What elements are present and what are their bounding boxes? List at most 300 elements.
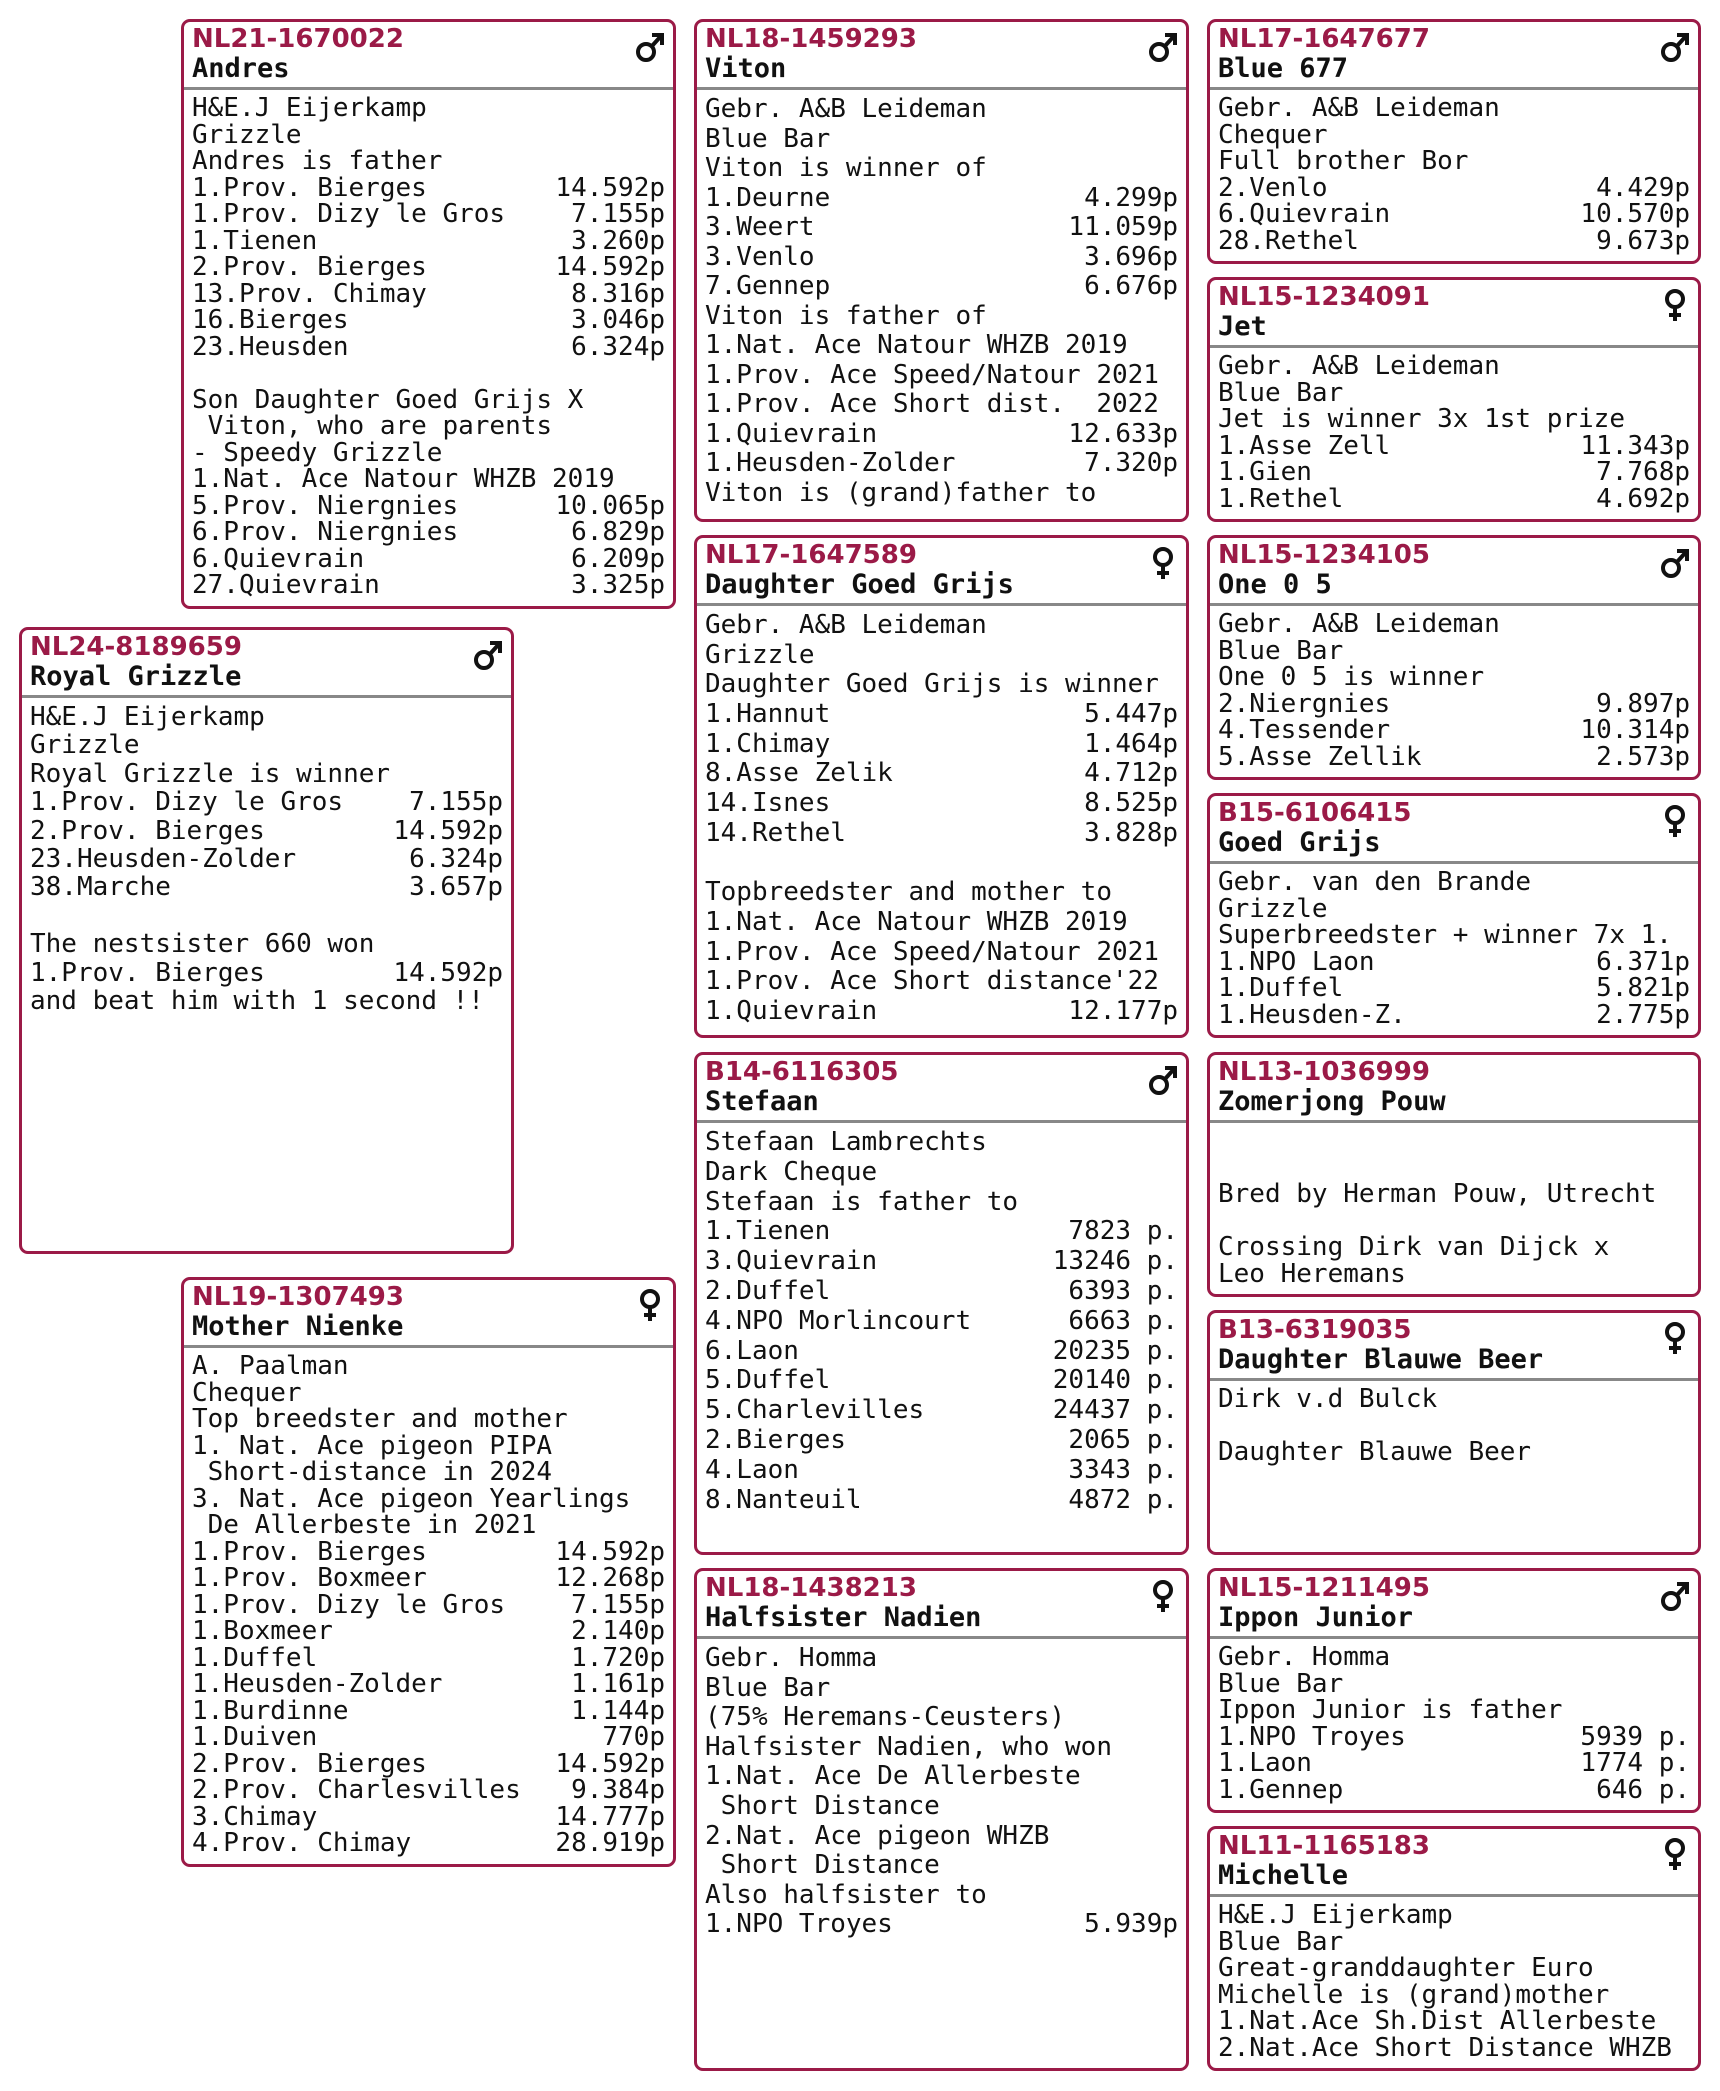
ring-number: NL19-1307493 (192, 1282, 404, 1312)
line-text: 2.Nat. Ace pigeon WHZB (705, 1820, 1050, 1851)
result-line (1218, 225, 1690, 256)
points-value: 7.768p (1596, 457, 1690, 487)
result-line (192, 543, 665, 574)
ring-number: NL15-1211495 (1218, 1573, 1430, 1603)
points-value: 7.155p (571, 199, 665, 229)
pigeon-name: One 0 5 (1218, 569, 1332, 600)
result-line (1218, 1155, 1690, 1182)
result-line (1218, 869, 1690, 896)
result-line (1218, 922, 1690, 949)
card-body (1210, 1639, 1698, 1803)
result-line (705, 1247, 1178, 1277)
result-line (705, 272, 1178, 302)
female-icon (1148, 1579, 1178, 1613)
card-header (1210, 1571, 1698, 1639)
result-line (30, 788, 503, 816)
points-value: 2065 p. (1068, 1424, 1178, 1455)
result-line (192, 360, 665, 387)
male-icon (635, 30, 665, 64)
points-value: 3343 p. (1068, 1454, 1178, 1485)
card-header (184, 22, 673, 90)
card-body (184, 1348, 673, 1857)
result-line (30, 703, 503, 731)
result-line (1218, 1258, 1690, 1289)
result-line (705, 154, 1178, 184)
points-value: 10.570p (1580, 199, 1690, 229)
line-text: 1.Heusden-Zolder (192, 1669, 443, 1699)
points-value: 14.777p (555, 1801, 665, 1832)
result-line (192, 1801, 665, 1832)
result-line (1218, 459, 1690, 486)
result-line (1218, 946, 1690, 977)
result-line (705, 1128, 1178, 1158)
line-text: 8.Asse Zelik (705, 758, 893, 789)
points-value: 6.829p (571, 517, 665, 547)
result-line (1218, 1955, 1690, 1982)
line-text: 1.Prov. Dizy le Gros (192, 1589, 506, 1620)
result-line (192, 1695, 665, 1726)
pigeon-card (1207, 19, 1701, 264)
points-value: 1.161p (571, 1669, 665, 1699)
line-text: 23.Heusden (192, 331, 349, 362)
points-value: 5.939p (1084, 1909, 1178, 1940)
result-line (705, 1881, 1178, 1911)
result-line (705, 1366, 1178, 1396)
result-line (705, 967, 1178, 997)
line-text: 1.Nat. Ace De Allerbeste (705, 1761, 1081, 1792)
line-text: Viton, who are parents (192, 411, 553, 441)
card-header (697, 538, 1186, 606)
result-line (1218, 1181, 1690, 1208)
result-line (705, 1307, 1178, 1337)
line-text: 6.Prov. Niergnies (192, 517, 459, 547)
female-icon (1660, 804, 1690, 838)
result-line (705, 1644, 1178, 1674)
result-line (705, 390, 1178, 420)
points-value: 12.177p (1068, 995, 1178, 1026)
result-line (705, 611, 1178, 641)
line-text: 1.Duffel (1218, 973, 1344, 1003)
line-text: Grizzle (192, 119, 302, 150)
line-text: Viton is father of (705, 300, 987, 331)
line-text: Top breedster and mother (192, 1404, 568, 1434)
line-text: 14.Rethel (705, 817, 846, 848)
line-text: 38.Marche (30, 872, 171, 903)
result-line (192, 1724, 665, 1751)
ring-number: NL15-1234105 (1218, 540, 1430, 570)
card-header (1210, 1829, 1698, 1897)
line-text: 1. Nat. Ace pigeon PIPA (192, 1430, 553, 1461)
result-line (30, 902, 503, 930)
line-text: Daughter Blauwe Beer (1218, 1437, 1532, 1467)
result-line (705, 1910, 1178, 1940)
pigeon-name: Daughter Blauwe Beer (1218, 1344, 1544, 1375)
result-line (1218, 353, 1690, 380)
line-text: and beat him with 1 second !! (30, 985, 484, 1016)
female-icon (1148, 546, 1178, 580)
points-value: 2.573p (1596, 741, 1690, 772)
points-value: 10.065p (555, 490, 665, 521)
result-line (30, 845, 503, 873)
points-value: 11.059p (1068, 212, 1178, 242)
card-header (697, 1571, 1186, 1639)
result-line (1218, 148, 1690, 175)
line-text: Royal Grizzle is winner (30, 758, 391, 789)
card-body (1210, 606, 1698, 770)
result-line (30, 959, 503, 987)
result-line (192, 119, 665, 150)
result-line (705, 95, 1178, 125)
male-icon (1660, 546, 1690, 580)
points-value: 4.692p (1596, 483, 1690, 514)
result-line (705, 1486, 1178, 1516)
result-line (705, 819, 1178, 849)
line-text: 1.Nat. Ace Natour WHZB 2019 (705, 330, 1128, 360)
points-value: 7823 p. (1068, 1216, 1178, 1247)
points-value: 11.343p (1580, 430, 1690, 461)
result-line (1218, 201, 1690, 228)
line-text: 28.Rethel (1218, 225, 1359, 256)
result-line (705, 331, 1178, 361)
line-text: 1.Quievrain (705, 418, 878, 449)
result-line (192, 331, 665, 362)
female-icon (635, 1288, 665, 1322)
pigeon-card (694, 535, 1189, 1038)
ring-number: B13-6319035 (1218, 1315, 1412, 1345)
line-text: 6.Quievrain (1218, 199, 1391, 229)
male-icon (1148, 1063, 1178, 1097)
line-text: Stefaan is father to (705, 1186, 1019, 1217)
ring-number: NL18-1438213 (705, 1573, 917, 1603)
points-value: 5.821p (1596, 973, 1690, 1003)
line-text: H&E.J Eijerkamp (1218, 1900, 1453, 1930)
ring-number: NL18-1459293 (705, 24, 917, 54)
card-body (22, 698, 511, 1015)
result-line (705, 1822, 1178, 1852)
pigeon-card (19, 627, 514, 1254)
pigeon-name: Ippon Junior (1218, 1602, 1414, 1633)
line-text: 1.Prov. Boxmeer (192, 1563, 427, 1593)
result-line (1218, 377, 1690, 408)
line-text: Great-granddaughter Euro (1218, 1953, 1594, 1983)
line-text: 8.Nanteuil (705, 1484, 862, 1515)
pigeon-card (181, 19, 676, 609)
line-text: 4.NPO Morlincourt (705, 1305, 972, 1336)
line-text: 14.Isnes (705, 788, 831, 819)
result-line (705, 1456, 1178, 1486)
result-line (1218, 1902, 1690, 1929)
line-text: 2.Bierges (705, 1424, 846, 1455)
line-text: 1.Heusden-Z. (1218, 999, 1406, 1030)
line-text: 1.Burdinne (192, 1695, 349, 1726)
card-body (184, 90, 673, 599)
line-text: Andres is father (192, 146, 443, 176)
card-body (1210, 348, 1698, 512)
female-icon (1660, 288, 1690, 322)
ring-number: NL17-1647677 (1218, 24, 1430, 54)
pigeon-card (181, 1277, 676, 1867)
line-text: Gebr. A&B Leideman (1218, 609, 1500, 639)
result-line (192, 1777, 665, 1804)
ring-number: NL15-1234091 (1218, 282, 1430, 312)
line-text: Blue Bar (1218, 1926, 1344, 1957)
result-line (705, 1426, 1178, 1456)
line-text: 13.Prov. Chimay (192, 278, 427, 309)
result-line (1218, 483, 1690, 514)
result-line (1218, 95, 1690, 122)
result-line (1218, 1234, 1690, 1261)
points-value: 2.775p (1596, 999, 1690, 1030)
result-line (192, 572, 665, 599)
line-text: 3.Chimay (192, 1801, 318, 1832)
result-line (192, 201, 665, 228)
points-value: 6.371p (1596, 946, 1690, 977)
pigeon-name: Viton (705, 53, 787, 84)
result-line (705, 1188, 1178, 1218)
result-line (1218, 635, 1690, 666)
line-text: Blue Bar (1218, 635, 1344, 666)
line-text: Grizzle (1218, 893, 1328, 924)
card-body (697, 1123, 1186, 1515)
result-line (705, 1674, 1178, 1704)
points-value: 14.592p (393, 815, 503, 846)
result-line (192, 1565, 665, 1592)
points-value: 12.268p (555, 1563, 665, 1593)
result-line (705, 938, 1178, 968)
line-text: 1.Prov. Bierges (192, 172, 427, 203)
line-text: 1.Prov. Bierges (30, 957, 265, 988)
result-line (192, 1589, 665, 1620)
line-text: Viton is winner of (705, 153, 987, 183)
result-line (705, 997, 1178, 1027)
ring-number: NL24-8189659 (30, 632, 242, 662)
result-line (30, 987, 503, 1015)
pigeon-card (1207, 1826, 1701, 2071)
card-header (1210, 538, 1698, 606)
result-line (30, 930, 503, 958)
line-text: 1.Nat. Ace Natour WHZB 2019 (705, 906, 1128, 937)
points-value: 5.447p (1084, 699, 1178, 730)
result-line (1218, 1208, 1690, 1235)
line-text: Viton is (grand)father to (705, 477, 1097, 508)
line-text: Dirk v.d Bulck (1218, 1384, 1438, 1414)
pigeon-card (1207, 1310, 1701, 1555)
line-text: Gebr. A&B Leideman (1218, 351, 1500, 381)
result-line (192, 225, 665, 256)
line-text: 1.NPO Laon (1218, 946, 1375, 977)
card-body (697, 1639, 1186, 1940)
result-line (1218, 1774, 1690, 1805)
result-line (705, 213, 1178, 243)
points-value: 9.897p (1596, 688, 1690, 719)
result-line (705, 1396, 1178, 1426)
card-header (184, 1280, 673, 1348)
pigeon-name: Halfsister Nadien (705, 1602, 982, 1633)
points-value: 5939 p. (1580, 1721, 1690, 1752)
line-text: 1.Laon (1218, 1748, 1312, 1778)
result-line (705, 670, 1178, 700)
male-icon (1148, 30, 1178, 64)
points-value: 10.314p (1580, 715, 1690, 745)
line-text: 1.Gennep (1218, 1774, 1344, 1805)
pigeon-card (694, 19, 1189, 522)
points-value: 6393 p. (1068, 1275, 1178, 1306)
result-line (705, 908, 1178, 938)
line-text: Jet is winner 3x 1st prize (1218, 404, 1625, 434)
male-icon (1660, 1579, 1690, 1613)
result-line (192, 490, 665, 521)
result-line (1218, 1128, 1690, 1155)
result-line (1218, 2032, 1690, 2063)
result-line (1218, 688, 1690, 719)
line-text: Short Distance (705, 1790, 940, 1821)
result-line (705, 479, 1178, 509)
line-text: 2.Prov. Bierges (192, 1748, 427, 1779)
line-text: 4.Laon (705, 1454, 799, 1485)
line-text: De Allerbeste in 2021 (192, 1510, 537, 1540)
female-icon (1660, 1321, 1690, 1355)
result-line (192, 95, 665, 122)
points-value: 3.260p (571, 225, 665, 256)
points-value: 9.673p (1596, 225, 1690, 256)
ring-number: NL13-1036999 (1218, 1057, 1430, 1087)
line-text: Gebr. A&B Leideman (1218, 93, 1500, 123)
pigeon-name: Andres (192, 53, 290, 84)
line-text: 1.Duiven (192, 1722, 318, 1752)
line-text: Stefaan Lambrechts (705, 1127, 987, 1157)
result-line (1218, 1979, 1690, 2010)
points-value: 3.046p (571, 305, 665, 335)
line-text: Dark Cheque (705, 1156, 878, 1187)
points-value: 4.299p (1084, 182, 1178, 213)
line-text: 16.Bierges (192, 305, 349, 335)
result-line (192, 519, 665, 546)
line-text: 1.Tienen (192, 225, 318, 256)
line-text: 1.Quievrain (705, 995, 878, 1026)
pigeon-name: Jet (1218, 311, 1267, 342)
ring-number: NL11-1165183 (1218, 1831, 1430, 1861)
result-line (1218, 119, 1690, 150)
result-line (705, 449, 1178, 479)
result-line (705, 789, 1178, 819)
result-line (192, 466, 665, 493)
points-value: 3.828p (1084, 817, 1178, 848)
line-text: 4.Prov. Chimay (192, 1828, 412, 1858)
card-header (697, 22, 1186, 90)
result-line (705, 1217, 1178, 1247)
result-line (705, 730, 1178, 760)
result-line (705, 243, 1178, 273)
line-text: Chequer (192, 1377, 302, 1408)
line-text: 6.Quievrain (192, 543, 365, 574)
ring-number: NL17-1647589 (705, 540, 917, 570)
points-value: 7.155p (571, 1589, 665, 1620)
line-text: H&E.J Eijerkamp (192, 93, 427, 123)
pigeon-card (694, 1568, 1189, 2071)
line-text: Bred by Herman Pouw, Utrecht (1218, 1179, 1657, 1209)
line-text: H&E.J Eijerkamp (30, 702, 265, 732)
female-icon (1660, 1837, 1690, 1871)
points-value: 4.429p (1596, 172, 1690, 203)
result-line (192, 1830, 665, 1857)
line-text: 5.Asse Zellik (1218, 741, 1422, 772)
line-text: Halfsister Nadien, who won (705, 1731, 1112, 1762)
line-text: 1.Hannut (705, 699, 831, 730)
line-text: Chequer (1218, 119, 1328, 150)
result-line (1218, 741, 1690, 772)
card-body (1210, 864, 1698, 1028)
result-line (1218, 999, 1690, 1030)
result-line (705, 125, 1178, 155)
result-line (1218, 1926, 1690, 1957)
line-text: 1.Nat. Ace Natour WHZB 2019 (192, 464, 615, 494)
points-value: 13246 p. (1052, 1246, 1178, 1277)
points-value: 6.324p (571, 331, 665, 362)
points-value: 6.676p (1084, 271, 1178, 301)
points-value: 28.919p (555, 1828, 665, 1858)
line-text: Gebr. Homma (1218, 1642, 1391, 1672)
result-line (192, 148, 665, 175)
result-line (192, 172, 665, 203)
result-line (705, 1703, 1178, 1733)
result-line (192, 413, 665, 440)
line-text: Superbreedster + winner 7x 1. (1218, 920, 1672, 950)
points-value: 7.320p (1084, 448, 1178, 478)
line-text: 1.Duffel (192, 1642, 318, 1673)
line-text: 3.Quievrain (705, 1246, 878, 1277)
result-line (1218, 1668, 1690, 1699)
points-value: 3.657p (409, 872, 503, 903)
card-header (1210, 280, 1698, 348)
line-text: 6.Laon (705, 1335, 799, 1366)
result-line (192, 1618, 665, 1645)
line-text: 2.Niergnies (1218, 688, 1391, 719)
line-text: Daughter Goed Grijs is winner (705, 669, 1159, 700)
pigeon-name: Goed Grijs (1218, 827, 1381, 858)
pigeon-card (1207, 277, 1701, 522)
result-line (192, 1671, 665, 1698)
line-text: 27.Quievrain (192, 570, 380, 600)
points-value: 3.696p (1084, 241, 1178, 272)
line-text: 1.Asse Zell (1218, 430, 1391, 461)
line-text: The nestsister 660 won (30, 929, 375, 960)
result-line (705, 1337, 1178, 1367)
points-value: 14.592p (555, 1748, 665, 1779)
result-line (1218, 430, 1690, 461)
result-line (705, 420, 1178, 450)
pigeon-name: Blue 677 (1218, 53, 1349, 84)
line-text: Gebr. Homma (705, 1643, 878, 1673)
card-header (1210, 22, 1698, 90)
result-line (1218, 1750, 1690, 1777)
pigeon-name: Stefaan (705, 1086, 819, 1117)
line-text: Gebr. A&B Leideman (705, 94, 987, 124)
line-text: 1.Prov. Dizy le Gros (30, 787, 344, 818)
line-text: (75% Heremans-Ceusters) (705, 1702, 1066, 1733)
line-text: 2.Prov. Bierges (30, 815, 265, 846)
line-text: 1.Prov. Ace Speed/Natour 2021 (705, 936, 1159, 967)
result-line (705, 1733, 1178, 1763)
result-line (192, 307, 665, 334)
line-text: 1.Prov. Ace Speed/Natour 2021 (705, 359, 1159, 390)
result-line (30, 731, 503, 759)
result-line (1218, 1697, 1690, 1724)
result-line (1218, 406, 1690, 433)
card-header (1210, 796, 1698, 864)
line-text: 1.Rethel (1218, 483, 1344, 514)
result-line (705, 849, 1178, 879)
pigeon-name: Zomerjong Pouw (1218, 1086, 1446, 1117)
